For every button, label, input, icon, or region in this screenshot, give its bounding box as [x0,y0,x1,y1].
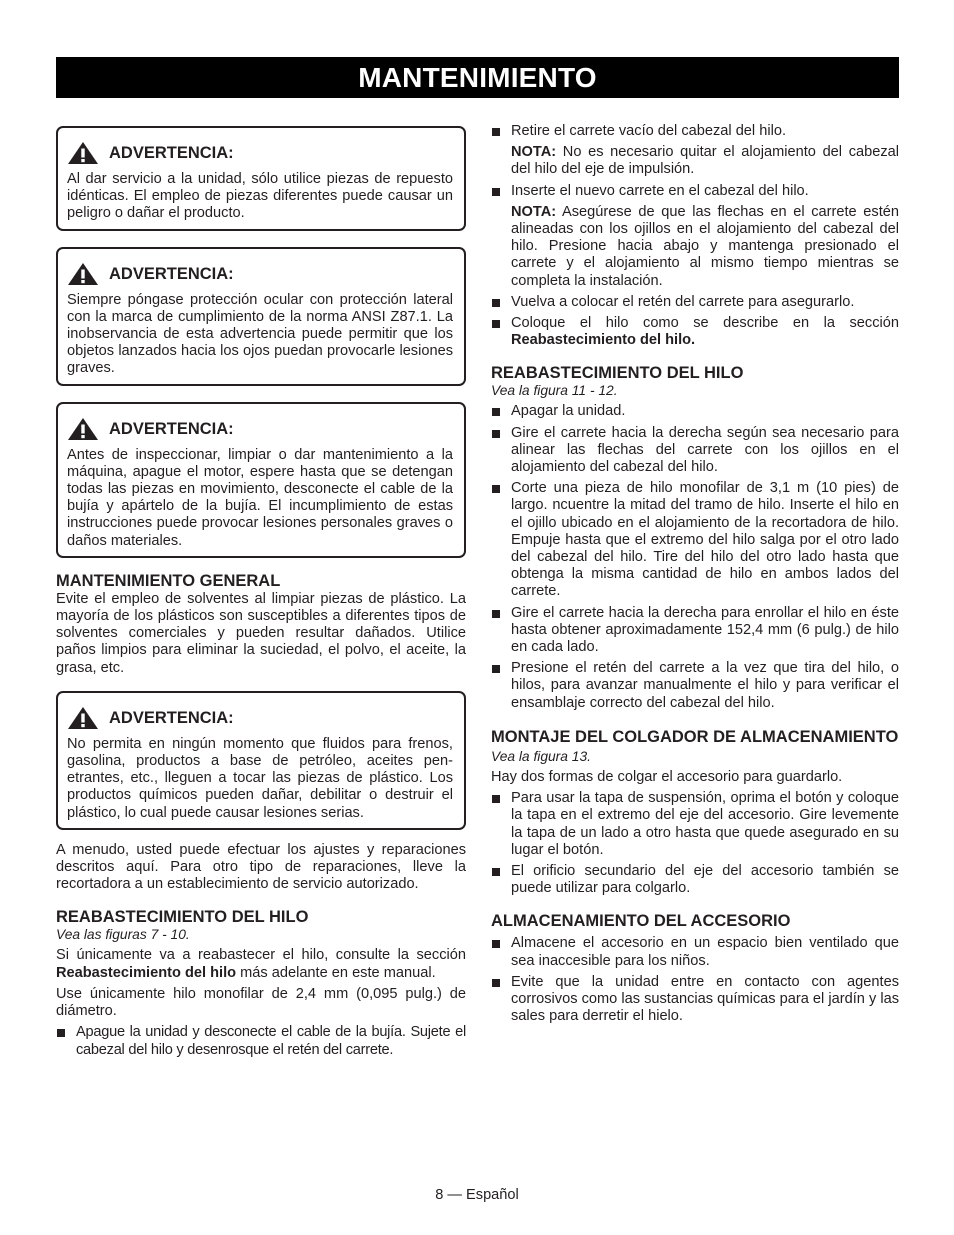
warning-text: Siempre póngase protección ocular con protección lateral con la marca de cumplimiento de la norma ANSI Z87.1. La inobservancia de esta advertencia puede permitir que los objetos lanzados hacia los ojos puedan provocarle lesiones graves. [67,291,453,377]
list-item: Inserte el nuevo carrete en el cabezal del hilo. [491,183,899,200]
warning-box-eye-protection [56,247,466,386]
line-diameter-text: Use únicamente hilo monofilar de 2,4 mm (0,095 pulg.) de diámetro. [56,985,466,1020]
warning-text: Antes de inspeccionar, limpiar o dar mantenimiento a la máquina, apague el motor, espere hasta que se detengan todas las piezas en movimiento, desconecte el cable de la bujía y apártelo de la bujía. El incumplimiento de estas instrucciones puede provocar lesiones personales graves o daños materiales. [67,446,453,549]
rewind-steps-list [56,1024,466,1058]
warning-title: ADVERTENCIA: [109,264,234,283]
list-item: Apagar la unidad. [491,403,899,420]
warning-text: No permita en ningún momento que fluidos para frenos, gasolina, productos a base de petróleo, aceites pen- etrantes, etc., lleguen a tocar las piezas de plástico. Los productos químicos pueden dañar, debilitar o destruir el plástico, lo cual puede causar lesiones serias. [67,735,453,821]
warning-triangle-icon [67,141,99,165]
list-item: Almacene el accesorio en un espacio bien ventilado que sea inaccesible para los niños. [491,935,899,969]
warning-box-inspection [56,402,466,558]
adjustments-text: A menudo, usted puede efectuar los ajustes y reparaciones descritos aquí. Para otro tipo de reparaciones, lleve la recortadora a un establecimiento de servicio autorizado. [56,841,466,893]
general-maintenance-text: Evite el empleo de solventes al limpiar piezas de plástico. La mayoría de los plásticos son susceptibles a diferentes tipos de solventes comerciales y pueden resultar dañados. Utilice paños limpios para eliminar la suciedad, el polvo, el aceite, la grasa, etc. [56,590,466,676]
list-item: Gire el carrete hacia la derecha según sea necesario para alinear las flechas del carrete con los ojillos en el alojamiento del cabezal del hilo. [491,425,899,477]
warning-triangle-icon [67,706,99,730]
list-item: Evite que la unidad entre en contacto con agentes corrosivos como las sustancias químicas para el jardín y las sales para derretir el hielo. [491,974,899,1026]
list-item: Para usar la tapa de suspensión, oprima el botón y coloque la tapa en el extremo del eje del accesorio. Gire levemente la tapa de un lado a otro hasta que quede asegurado en su lugar el botón. [491,790,899,859]
warning-triangle-icon [67,417,99,441]
page-title: MANTENIMIENTO [56,57,899,98]
list-item: Vuelva a colocar el retén del carrete para asegurarlo. [491,294,899,311]
page-footer: 8 — Español [435,1187,519,1203]
list-item: Retire el carrete vacío del cabezal del hilo. [491,123,899,140]
right-column [491,123,899,1029]
section-heading-line-rewind-2: REABASTECIMIENTO DEL HILO [491,364,744,383]
list-item: Coloque el hilo como se describe en la sección Reabastecimiento del hilo. [491,315,899,349]
list-item: Apague la unidad y desconecte el cable de la bujía. Sujete el cabezal del hilo y desenrosque el retén del carrete. [56,1024,466,1058]
figure-reference: Vea las figuras 7 - 10. [56,927,190,943]
warning-box-chemicals [56,691,466,830]
note: NOTA: Asegúrese de que las flechas en el carrete estén alineadas con los ojillos en el alojamiento del cabezal del hilo. Presione hacia abajo y mantenga presionado el carrete y el alojamiento al mismo tiempo mientras se completa la instalación. [511,203,899,289]
figure-reference: Vea la figura 11 - 12. [491,383,618,399]
left-column [56,126,466,1063]
warning-triangle-icon [67,262,99,286]
hanger-steps-list [491,790,899,897]
warning-text: Al dar servicio a la unidad, sólo utilice piezas de repuesto idénticas. El empleo de piezas diferentes puede causar un peligro o dañar el producto. [67,171,453,222]
figure-reference: Vea la figura 13. [491,748,591,764]
warning-box-parts [56,126,466,231]
list-item: Presione el retén del carrete a la vez que tira del hilo, o hilos, para avanzar manualmente el hilo y para verificar el ensamblaje correcto del cabezal del hilo. [491,660,899,712]
list-item: Corte una pieza de hilo monofilar de 3,1 m (10 pies) de largo. ncuentre la mitad del tramo de hilo. Inserte el hilo en el ojillo ubicado en el alojamiento de la recortadora de hilo. Empuje hasta que el extremo del hilo salga por el otro lado del cabezal del hilo. Tire del hilo del otro lado hasta que obtenga la misma cantidad de hilo en ambos lados del carrete. [491,480,899,600]
spool-steps-list [491,123,899,140]
section-heading-general-maintenance: MANTENIMIENTO GENERAL [56,571,281,590]
storage-list [491,935,899,1025]
section-heading-accessory-storage: ALMACENAMIENTO DEL ACCESORIO [491,912,791,931]
warning-title: ADVERTENCIA: [109,144,234,162]
rewind2-steps-list [491,403,899,711]
section-heading-line-rewind: REABASTECIMIENTO DEL HILO [56,908,309,927]
hanger-intro-text: Hay dos formas de colgar el accesorio para guardarlo. [491,768,843,785]
rewind-intro-text: Si únicamente va a reabastecer el hilo, consulte la sección Reabastecimiento del hilo más adelante en este manual. [56,947,466,981]
warning-title: ADVERTENCIA: [109,708,234,727]
warning-title: ADVERTENCIA: [109,419,234,438]
note: NOTA: No es necesario quitar el alojamiento del cabezal del hilo del eje de impulsión. [511,144,899,178]
list-item: El orificio secundario del eje del accesorio también se puede utilizar para colgarlo. [491,863,899,897]
section-heading-storage-hanger: MONTAJE DEL COLGADOR DE ALMACENAMIENTO [491,727,899,746]
list-item: Gire el carrete hacia la derecha para enrollar el hilo en éste hasta obtener aproximadamente 152,4 mm (6 pulg.) de hilo en cada lado. [491,605,899,657]
